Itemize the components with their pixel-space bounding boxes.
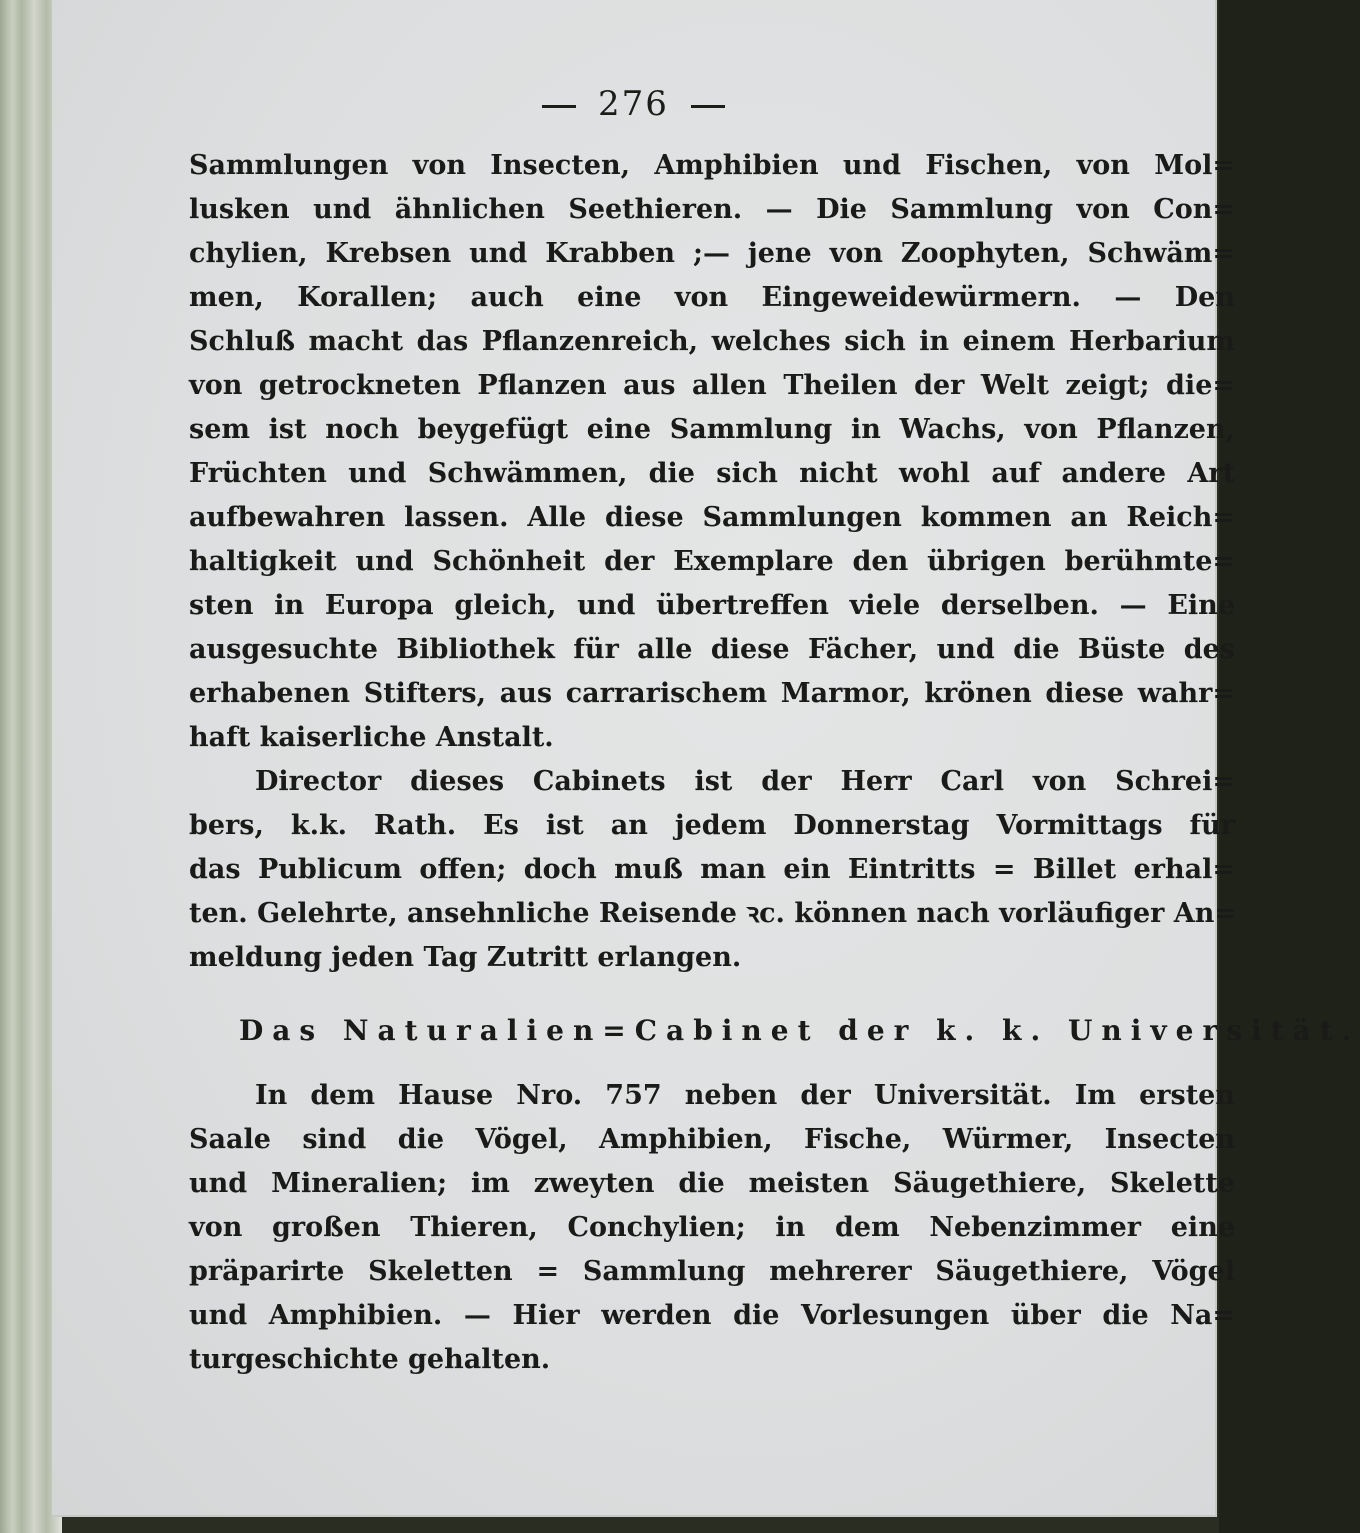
- text-line: chylien, Krebsen und Krabben ;— jene von Zoophyten, Schwäm=: [189, 238, 1235, 269]
- text-line: haltigkeit und Schönheit der Exemplare den übrigen berühmte=: [189, 546, 1235, 577]
- text-line: von getrockneten Pflanzen aus allen Theilen der Welt zeigt; die=: [189, 370, 1235, 401]
- text-line: präparirte Skeletten = Sammlung mehrerer Säugethiere, Vögel: [189, 1256, 1235, 1287]
- paragraph-director: [189, 760, 1235, 980]
- page-number-text: 276: [598, 84, 669, 124]
- text-line: Früchten und Schwämmen, die sich nicht wohl auf andere Art: [189, 458, 1235, 489]
- text-line: aufbewahren lassen. Alle diese Sammlungen kommen an Reich=: [189, 502, 1235, 533]
- section-heading: Das Naturalien=Cabinet der k. k. Universität.: [239, 1014, 1360, 1047]
- text-line: men, Korallen; auch eine von Eingeweidewürmern. — Den: [189, 282, 1235, 313]
- text-line: Director dieses Cabinets ist der Herr Carl von Schrei=: [255, 766, 1235, 797]
- text-line: Sammlungen von Insecten, Amphibien und Fischen, von Mol=: [189, 150, 1235, 181]
- text-line: turgeschichte gehalten.: [189, 1344, 551, 1375]
- page-number: [52, 84, 1215, 124]
- text-line: Schluß macht das Pflanzenreich, welches sich in einem Herbarium: [189, 326, 1235, 357]
- page-number-dash-right: [691, 105, 725, 108]
- text-line: von großen Thieren, Conchylien; in dem Nebenzimmer eine: [189, 1212, 1235, 1243]
- text-line: In dem Hause Nro. 757 neben der Universität. Im ersten: [255, 1080, 1235, 1111]
- text-line: lusken und ähnlichen Seethieren. — Die Sammlung von Con=: [189, 194, 1235, 225]
- text-line: haft kaiserliche Anstalt.: [189, 722, 554, 753]
- text-line: Saale sind die Vögel, Amphibien, Fische, Würmer, Insecten: [189, 1124, 1235, 1155]
- book-page: [52, 0, 1360, 1517]
- paragraph-university-cabinet: [189, 1074, 1235, 1382]
- text-line: ausgesuchte Bibliothek für alle diese Fächer, und die Büste des: [189, 634, 1235, 665]
- text-line: sem ist noch beygefügt eine Sammlung in Wachs, von Pflanzen,: [189, 414, 1235, 445]
- text-line: erhabenen Stifters, aus carrarischem Marmor, krönen diese wahr=: [189, 678, 1235, 709]
- text-line: und Amphibien. — Hier werden die Vorlesungen über die Na=: [189, 1300, 1235, 1331]
- page-number-dash-left: [542, 105, 576, 108]
- text-line: und Mineralien; im zweyten die meisten Säugethiere, Skelette: [189, 1168, 1235, 1199]
- text-line: bers, k.k. Rath. Es ist an jedem Donnerstag Vormittags für: [189, 810, 1235, 841]
- text-line: meldung jeden Tag Zutritt erlangen.: [189, 942, 742, 973]
- text-line: das Publicum offen; doch muß man ein Eintritts = Billet erhal=: [189, 854, 1235, 885]
- paragraph-collections: [189, 144, 1235, 760]
- text-line: sten in Europa gleich, und übertreffen viele derselben. — Eine: [189, 590, 1235, 621]
- text-line: ten. Gelehrte, ansehnliche Reisende ꝛc. können nach vorläufiger An=: [189, 898, 1237, 929]
